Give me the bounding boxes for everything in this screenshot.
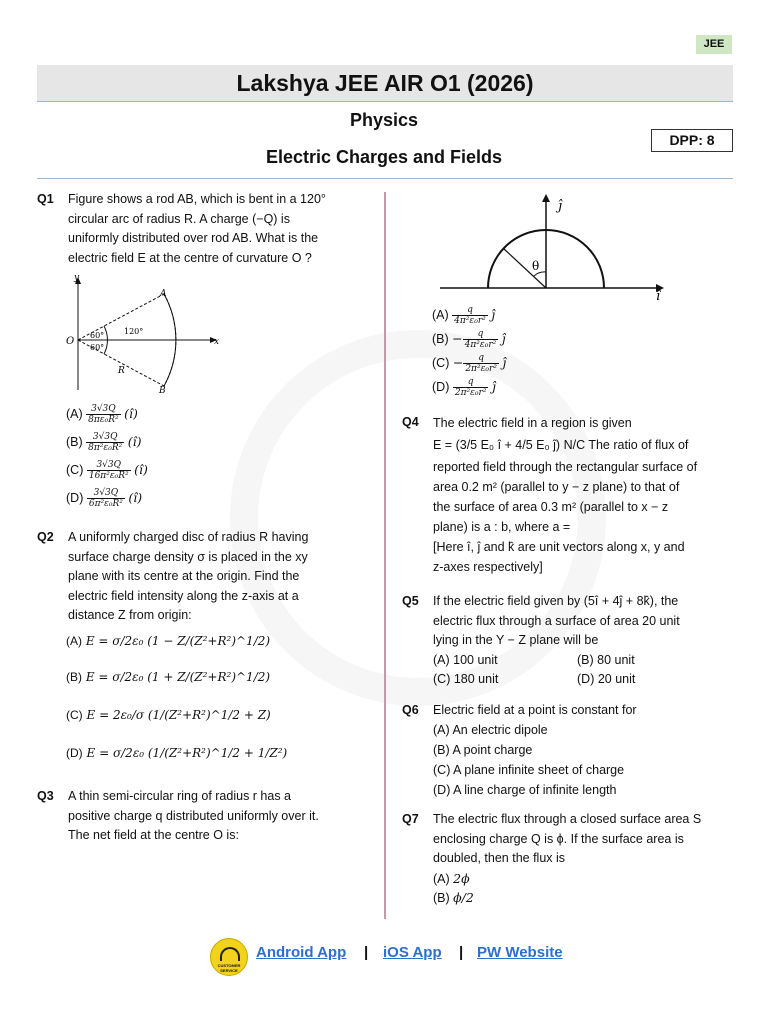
q4-text: The electric field in a region is given E = (3/5 E₀ î + 4/5 E₀ ĵ) N/C The ratio of flux of reported field through the rectangular surface of area 0.2 m² (parallel to y − z plane) to that of the surface of area 0.3 m² (parallel to x − z plane) is a : b, where a = [Here î, ĵ and k̂ are unit vectors along x, y and z-axes respectively] — [433, 416, 698, 574]
q1-number: Q1 — [37, 192, 54, 206]
q1-option-b[interactable]: (B) $\frac{3√3Q}{\text{8π²ε₀R²}}$ (î) — [66, 432, 142, 453]
q1-fig-o-label: O — [66, 336, 75, 347]
footer-separator-2: | — [459, 944, 464, 961]
q7-text: The electric flux through a closed surface area S enclosing charge Q is ϕ. If the surface area is doubled, then the flux is — [433, 812, 702, 865]
q1-fig-a-label: A — [160, 289, 167, 299]
q5-text: If the electric field given by (5î + 4ĵ + 8k̂), the electric flux through a surface of area 20 unit lying in the Y − Z plane will be — [433, 594, 680, 647]
q5-option-c[interactable]: (C) 180 unit — [433, 672, 499, 686]
q1-fig-angle-1: 60° — [90, 331, 105, 340]
q2-number: Q2 — [37, 530, 54, 544]
header-rule — [37, 178, 733, 179]
q1-option-a[interactable]: (A) $\frac{3√3Q}{\text{8πε₀R²}}$ (î) — [66, 404, 138, 425]
q3-option-d[interactable]: (D) $\frac{q}{\text{2π²ε₀r²}}$ ĵ — [432, 377, 496, 398]
q3-text: A thin semi-circular ring of radius r has a positive charge q distributed uniformly over it. The net field at the centre O is: — [68, 789, 319, 842]
q2-option-a[interactable]: (A) E = σ/2ε₀ (1 − Z/(Z²+R²)^1/2) — [66, 634, 271, 648]
q2-option-d[interactable]: (D) E = σ/2ε₀ (1/(Z²+R²)^1/2 + 1/Z²) — [66, 746, 288, 760]
q1-fig-angle-3: 120° — [124, 327, 144, 336]
subject-heading: Physics — [349, 110, 419, 130]
q7-option-b[interactable]: (B) ϕ/2 — [433, 890, 474, 905]
ios-app-link[interactable]: iOS App — [383, 944, 442, 961]
q1-text: Figure shows a rod AB, which is bent in a 120° circular arc of radius R. A charge (−Q) is uniformly distributed over rod AB. What is the electric field E at the centre of curvature O ? — [68, 192, 326, 265]
q1-option-c[interactable]: (C) $\frac{3√3Q}{\text{16π²ε₀R²}}$ (î) — [66, 460, 148, 481]
android-app-link[interactable]: Android App — [256, 944, 347, 961]
q1-fig-y-label: y — [74, 273, 80, 283]
q3-fig-j-label: ĵ — [558, 199, 563, 214]
q2-text: A uniformly charged disc of radius R having surface charge density σ is placed in the xy plane with its centre at the origin. Find the electric field intensity along the z-axis at a distance Z from origin: — [68, 530, 309, 622]
dpp-badge: DPP: 8 — [651, 129, 733, 152]
q2-option-b[interactable]: (B) E = σ/2ε₀ (1 + Z/(Z²+R²)^1/2) — [66, 670, 271, 684]
q3-option-c[interactable]: (C) − $\frac{q}{\text{2π²ε₀r²}}$ ĵ — [432, 353, 507, 374]
customer-service-logo[interactable]: CUSTOMER SERVICE — [210, 938, 248, 976]
q1-fig-x-label: x — [214, 337, 220, 347]
q3-fig-theta: θ — [532, 259, 540, 273]
q4-number: Q4 — [402, 415, 419, 429]
q3-fig-i-label: î — [656, 289, 661, 300]
column-divider — [384, 192, 386, 919]
q5-option-b[interactable]: (B) 80 unit — [577, 653, 635, 667]
q1-fig-b-label: B — [159, 386, 166, 396]
q5-number: Q5 — [402, 594, 419, 608]
q1-fig-angle-2: 60° — [90, 343, 105, 352]
q6-option-d[interactable]: (D) A line charge of infinite length — [433, 783, 617, 797]
q6-option-c[interactable]: (C) A plane infinite sheet of charge — [433, 763, 625, 777]
q1-fig-r-label: R — [118, 366, 125, 376]
chapter-heading: Electric Charges and Fields — [265, 147, 503, 167]
q3-option-a[interactable]: (A) $\frac{q}{\text{4π²ε₀r²}}$ ĵ — [432, 305, 496, 326]
q1-figure — [64, 272, 224, 397]
q7-number: Q7 — [402, 812, 419, 826]
q5-option-d[interactable]: (D) 20 unit — [577, 672, 636, 686]
q7-option-a[interactable]: (A) 2ϕ — [433, 871, 470, 886]
q3-figure — [430, 188, 670, 300]
page-title: Lakshya JEE AIR O1 (2026) — [37, 65, 733, 102]
footer-separator-1: | — [364, 944, 369, 961]
q3-number: Q3 — [37, 789, 54, 803]
pw-website-link[interactable]: PW Website — [477, 944, 563, 961]
q6-option-a[interactable]: (A) An electric dipole — [433, 723, 548, 737]
q3-option-b[interactable]: (B) − $\frac{q}{\text{4π²ε₀r²}}$ ĵ — [432, 329, 506, 350]
q6-option-b[interactable]: (B) A point charge — [433, 743, 533, 757]
q6-text: Electric field at a point is constant for — [433, 703, 637, 717]
q2-option-c[interactable]: (C) E = 2ε₀/σ (1/(Z²+R²)^1/2 + Z) — [66, 708, 271, 722]
exam-tag: JEE — [696, 35, 732, 54]
q6-number: Q6 — [402, 703, 419, 717]
q1-option-d[interactable]: (D) $\frac{3√3Q}{\text{6π²ε₀R²}}$ (î) — [66, 488, 143, 509]
q5-option-a[interactable]: (A) 100 unit — [433, 653, 498, 667]
